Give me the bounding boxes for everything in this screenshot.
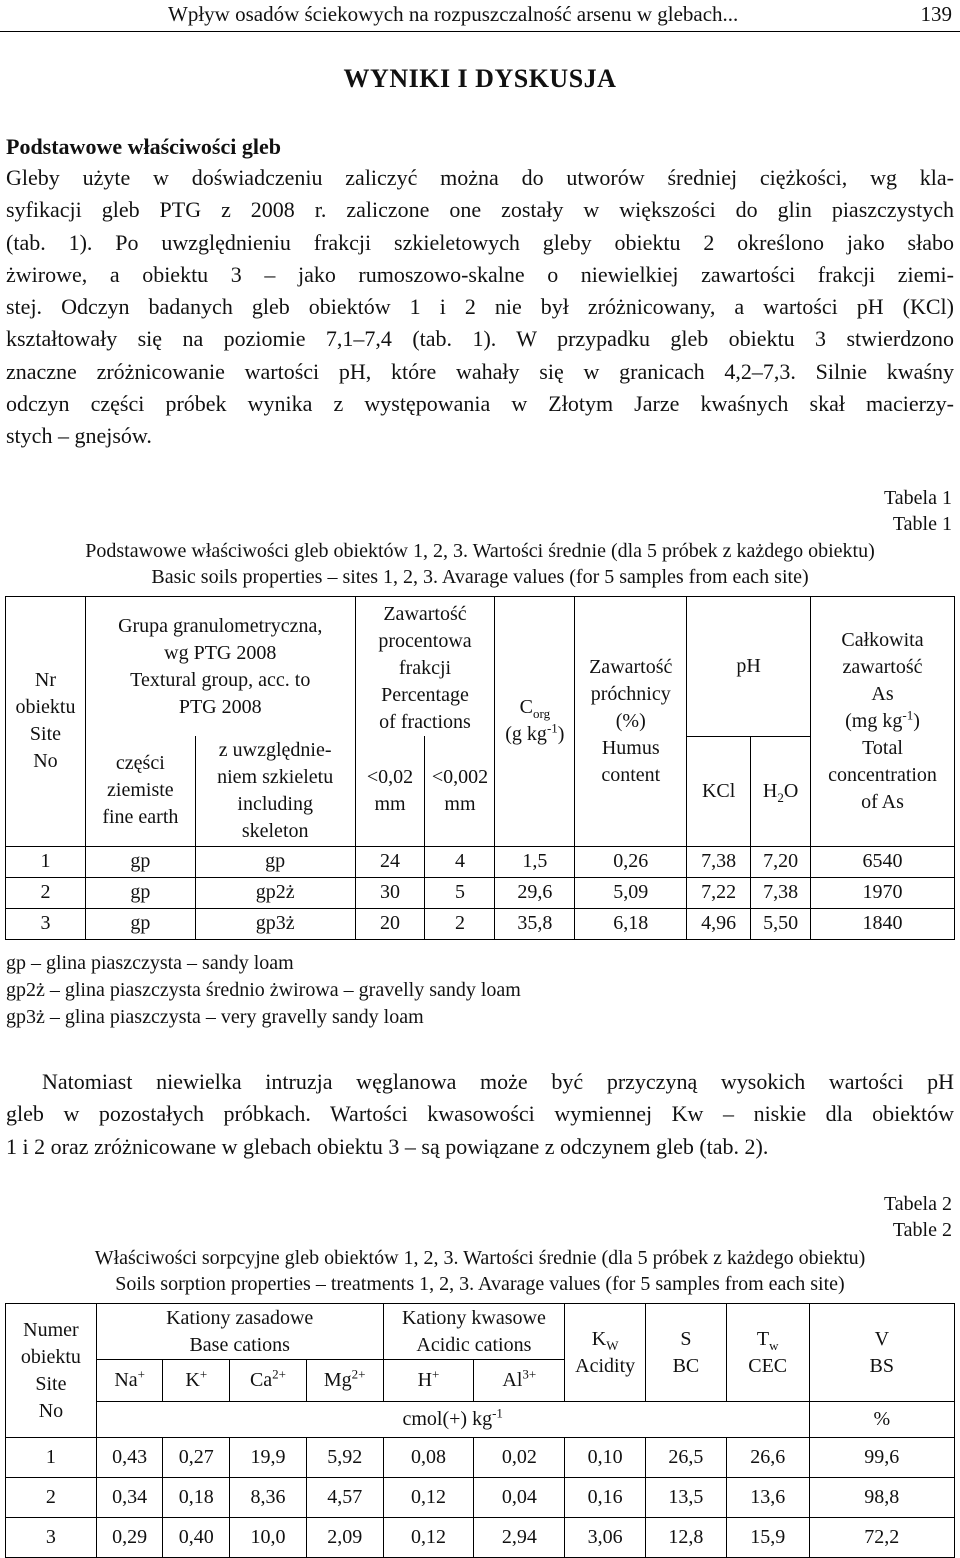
table2-caption-en: Soils sorption properties – treatments 1, 2, 3. Avarage values (for 5 samples from each site) [115,1273,845,1295]
table-cell: 7,22 [687,877,751,908]
t1-header-kcl [687,736,751,846]
table-cell: 0,26 [575,846,687,877]
table-cell: 0,27 [163,1438,230,1478]
t1-header-corg [495,597,575,847]
t1-header-text: of As [861,790,904,813]
table-cell: 3 [6,1518,97,1558]
table-cell: 0,16 [565,1478,646,1518]
table-cell: 6,18 [575,908,687,939]
table-2 [5,1303,955,1558]
t2-header-text: Kationy kwasowe [401,1306,546,1329]
t2-header-s [646,1304,727,1402]
t1-header-text: Nr [34,669,57,692]
table1-caption-en: Basic soils properties – sites 1, 2, 3. Avarage values (for 5 samples from each site) [151,566,809,588]
table2-caption-pl: Właściwości sorpcyjne gleb obiektów 1, 2, 3. Wartości średnie (dla 5 próbek z każdego obiektu) [94,1247,866,1269]
table-cell: 5,92 [306,1438,383,1478]
table-cell: 0,04 [474,1478,565,1518]
t2-header-text: + [432,1366,440,1382]
t2-header-text: -1 [492,1405,503,1421]
t2-header-text: Na [114,1369,138,1391]
t2-header-text: + [199,1366,208,1382]
table2-label-en: Table 2 [892,1219,952,1241]
t1-header-frac1 [355,736,425,846]
table-cell: 1970 [811,877,955,908]
t1-header-text: content [601,763,661,786]
t1-header-text: obiektu [15,696,76,719]
t1-header-text: Percentage [381,684,469,706]
t2-header-na [96,1360,163,1402]
paragraph-line: 1 i 2 oraz zróżnicowane w glebach obiektu 3 – są powiązane z odczynem gleb (tab. 2). [6,1133,769,1159]
page-number: 139 [920,2,952,26]
t2-header-text: CEC [748,1354,788,1377]
t1-header-humus [575,597,687,847]
t1-header-text: fine earth [102,806,179,829]
paragraph-line: Natomiast niewielka intruzja węglanowa może być przyczyną wysokich wartości pH [42,1069,954,1094]
table-cell: 1,5 [495,846,575,877]
table-cell: 30 [355,877,425,908]
paragraph-1 [6,162,954,453]
table-cell: 4,96 [687,908,751,939]
paragraph-line: odczyn części próbek wynika z występowania w Złotym Jarze kwaśnych skał macierzy- [6,391,954,417]
t1-header-fractions [355,597,495,737]
t2-header-text: obiektu [20,1345,81,1368]
table-cell: 0,02 [474,1438,565,1478]
t1-header-ph [687,597,811,737]
table-cell: 0,12 [383,1478,474,1518]
t1-header-text: ) [913,709,920,732]
t1-header-text: części [115,752,165,775]
t1-header-text: concentration [828,763,937,786]
table1-label-en: Table 1 [892,513,952,535]
t2-header-al [474,1360,565,1402]
table-row [6,1438,955,1478]
t1-header-text: (%) [615,709,646,732]
table-cell: 15,9 [726,1518,809,1558]
t2-header-text: BC [672,1354,700,1377]
t2-header-text: Numer [23,1318,79,1341]
t1-header-text: (g kg [505,723,547,746]
table-cell: 12,8 [646,1518,727,1558]
t1-header-text: zawartość [842,655,923,678]
paragraph-line: znaczne zróżnicowanie wartości pH, które wahały się w granicach 4,2–7,3. Silnie kwaśny [6,358,954,384]
table-cell: 99,6 [809,1438,954,1478]
paragraph-line: (tab. 1). Po uwzględnieniu frakcji szkieletowych gleby obiektu 2 określono jako słabo [6,229,954,255]
subsection-title: Podstawowe właściwości gleb [6,134,281,159]
t2-header-text: V [874,1327,890,1350]
t1-header-text: Humus [601,736,660,759]
t1-header-text: of fractions [379,711,471,733]
table-cell: 8,36 [230,1478,307,1518]
t2-header-text: 3+ [522,1366,537,1382]
t2-header-v [809,1304,954,1402]
table-cell: 1840 [811,908,955,939]
table-cell: 0,18 [163,1478,230,1518]
t2-header-text: S [680,1327,692,1350]
t2-header-ca [230,1360,307,1402]
table-cell: 7,38 [751,877,811,908]
section-title: WYNIKI I DYSKUSJA [343,64,617,93]
table-cell: 13,6 [726,1478,809,1518]
table-cell: 2,09 [306,1518,383,1558]
t1-header-text: C [519,696,533,719]
t2-header-text: T [756,1327,770,1350]
t1-header-text: PTG 2008 [178,696,262,718]
t2-header-text: w [769,1337,779,1353]
t2-header-k [163,1360,230,1402]
table-cell: 26,5 [646,1438,727,1478]
t1-header-text: mm [374,792,406,815]
t1-header-skeleton [195,736,355,846]
t2-header-text: No [38,1399,64,1422]
t1-header-text: Site [29,723,62,746]
t1-header-text: pH [736,654,761,677]
t2-header-base [96,1304,383,1360]
table2-label-pl: Tabela 2 [883,1193,952,1215]
t2-header-text: 2+ [351,1366,366,1382]
t1-header-text: mm [444,792,476,815]
table-cell: 3 [6,908,86,939]
table-cell: 13,5 [646,1478,727,1518]
table-cell: 10,0 [230,1518,307,1558]
table-cell: 1 [6,846,86,877]
t2-header-text: Site [35,1372,67,1395]
t2-header-text: Ca [249,1369,273,1391]
t1-header-text: <0,02 [366,765,414,788]
paragraph-line: Gleby użyte w doświadczeniu zaliczyć można do utworów średniej ciężkości, wg kla- [6,165,954,190]
t1-header-text: procentowa [378,630,472,652]
table-cell: gp [85,846,195,877]
table-cell: 26,6 [726,1438,809,1478]
table-cell: 7,38 [687,846,751,877]
t1-header-text: ziemiste [107,779,174,802]
table-cell: 20 [355,908,425,939]
t2-header-mg [306,1360,383,1402]
t2-header-text: cmol(+) kg [402,1408,493,1430]
t1-header-text: niem szkieletu [217,765,334,788]
t2-header-text: H [417,1369,433,1391]
paragraph-line: stej. Odczyn badanych gleb obiektów 1 i 2 nie był zróżnicowany, a wartości pH (KCl) [6,294,954,320]
table1-label [884,485,952,537]
table-row [6,846,955,877]
table-cell: 72,2 [809,1518,954,1558]
t1-header-nr [6,597,86,847]
t1-header-text: No [33,750,58,773]
table-cell: 1 [6,1438,97,1478]
header-rule [0,31,960,32]
t1-header-text: z uwzględnie- [218,738,332,761]
table-cell: 2 [6,877,86,908]
t1-header-text: including [237,792,313,815]
paragraph-2 [6,1066,954,1163]
table-cell: 35,8 [495,908,575,939]
t2-header-text: BS [869,1354,895,1377]
t1-header-text: Całkowita [841,628,924,651]
t1-header-text: Zawartość [383,603,467,625]
table-cell: 0,29 [96,1518,163,1558]
table1-caption-pl: Podstawowe właściwości gleb obiektów 1, 2, 3. Wartości średnie (dla 5 próbek z każdego obiektu) [85,540,875,562]
t2-header-text: Acidic cations [416,1333,532,1356]
running-header [0,0,960,30]
t1-header-frac2 [425,736,495,846]
t1-header-textural [85,597,355,737]
t2-header-text: 2+ [272,1366,286,1382]
t2-header-tw [726,1304,809,1402]
table-cell: gp3ż [195,908,355,939]
t2-header-text: Mg [323,1369,352,1391]
t2-header-text: % [873,1408,891,1430]
t2-header-nr [6,1304,97,1438]
table1-caption [0,538,960,590]
paragraph-line: syfikacji gleb PTG z 2008 r. zaliczone one zostały w większości do glin piaszczystych [6,197,954,223]
table-cell: 0,10 [565,1438,646,1478]
paragraph-line: gleb w pozostałych próbkach. Wartości kwasowości wymiennej Kw – niskie dla obiektów [6,1101,954,1127]
table-cell: 4 [425,846,495,877]
table2-caption [0,1245,960,1297]
t2-header-unit [96,1402,809,1438]
paragraph-line: kształtowały się na poziomie 7,1–7,4 (tab. 1). W przypadku gleb obiektu 3 stwierdzono [6,326,954,352]
table-1 [5,596,955,940]
t1-header-as [811,597,955,847]
table-cell: 24 [355,846,425,877]
t1-header-text: -1 [902,707,914,723]
footnote: gp – glina piaszczysta – sandy loam [6,952,294,974]
table-row [6,908,955,939]
footnote: gp2ż – glina piaszczysta średnio żwirowa – gravelly sandy loam [6,979,521,1001]
table1-label-pl: Tabela 1 [883,487,952,509]
t2-header-unit-pct [809,1402,954,1438]
table-row [6,877,955,908]
t1-header-text: H [762,779,778,802]
t1-header-text: ) [557,723,565,746]
t1-header-text: KCl [701,779,736,802]
t1-header-text: -1 [546,720,558,736]
t2-header-h [383,1360,474,1402]
t2-header-text: K [185,1369,200,1391]
table-cell: 5,50 [751,908,811,939]
table-cell: 2 [6,1478,97,1518]
t1-header-text: frakcji [398,657,452,679]
table-cell: gp [85,908,195,939]
table-cell: 3,06 [565,1518,646,1558]
table-cell: 2 [425,908,495,939]
table2-label [884,1191,952,1243]
table-cell: 5 [425,877,495,908]
t2-header-text: Acidity [575,1354,636,1377]
t2-header-kw [565,1304,646,1402]
t1-header-text: Textural group, acc. to [130,669,311,691]
t2-header-text: + [137,1366,145,1382]
footnote: gp3ż – glina piaszczysta – very gravelly sandy loam [6,1006,424,1028]
t2-header-text: Kationy zasadowe [166,1306,314,1329]
table-row [6,1518,955,1558]
t2-header-text: Base cations [189,1333,290,1356]
t2-header-acid [383,1304,565,1360]
table-cell: 7,20 [751,846,811,877]
paragraph-line: stych – gnejsów. [6,423,152,449]
t1-header-text: Zawartość [589,655,673,678]
table-cell: 0,40 [163,1518,230,1558]
t1-header-text: Total [862,736,903,759]
table-cell: gp [195,846,355,877]
t1-header-text: Grupa granulometryczna, [118,615,323,637]
t2-header-text: W [606,1337,619,1353]
t1-header-text: <0,002 [431,765,489,788]
t1-header-text: O [783,779,799,802]
table-cell: 19,9 [230,1438,307,1478]
table-cell: 6540 [811,846,955,877]
table-cell: gp2ż [195,877,355,908]
table-cell: 5,09 [575,877,687,908]
table-cell: 98,8 [809,1478,954,1518]
t1-header-text: (mg kg [845,709,903,732]
table-cell: 2,94 [474,1518,565,1558]
table-cell: 0,43 [96,1438,163,1478]
paragraph-line: żwirowe, a obiektu 3 – jako rumoszowo-skalne o niewielkiej zawartości frakcji ziemi- [6,261,954,287]
t2-header-text: K [591,1327,607,1350]
t1-header-text: próchnicy [590,682,671,705]
table-cell: gp [85,877,195,908]
table-row [6,1478,955,1518]
table-cell: 0,08 [383,1438,474,1478]
t1-header-text: org [532,706,551,722]
t1-header-fine-earth [85,736,195,846]
t1-header-text: As [871,682,894,705]
table-cell: 4,57 [306,1478,383,1518]
running-title: Wpływ osadów ściekowych na rozpuszczalność arsenu w glebach... [168,2,739,26]
table-cell: 0,34 [96,1478,163,1518]
table-cell: 29,6 [495,877,575,908]
table1-footnotes [6,950,521,1031]
t1-header-h2o [751,736,811,846]
t1-header-text: 2 [777,789,784,805]
t1-header-text: skeleton [241,819,309,842]
t2-header-text: Al [502,1369,523,1391]
table-cell: 0,12 [383,1518,474,1558]
t1-header-text: wg PTG 2008 [164,642,277,664]
